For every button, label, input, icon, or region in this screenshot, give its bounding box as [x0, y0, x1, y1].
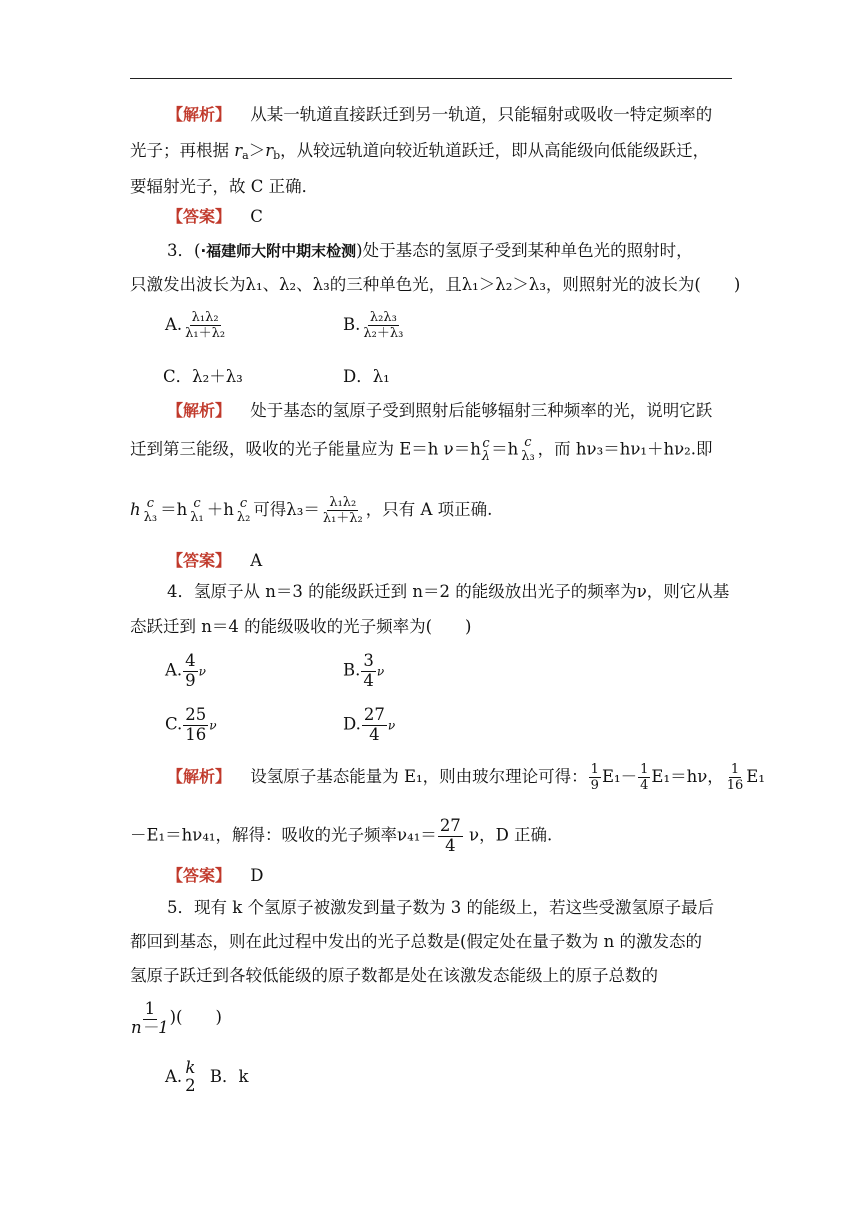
q3-option-a: A. $\frac{\text{λ₁λ₂}}{\text{λ₁＋λ₂}}$ [165, 310, 226, 341]
p2-analysis-line2: 光子；再根据 $r_a>r_b$，从较远轨道向较近轨道跃迁，即从高能级向低能级跃迁， [130, 141, 710, 162]
analysis-tag: 【解析】 [167, 105, 232, 124]
q5-stem-line1: 5．现有 k 个氢原子被激发到量子数为 3 的能级上，若这些受激氢原子最后 [167, 898, 714, 917]
q3-analysis-line3: h c λ₃ ＝h c λ₁ ＋h c λ₂ 可得λ₃＝ $\frac{\text{λ₁λ₂}}{\text{λ₁＋λ₂}}$ ，只有 A 项正确. [130, 495, 493, 526]
q3-stem-line1: 3．(·福建师大附中期末检测)处于基态的氢原子受到某种单色光的照射时， [167, 241, 693, 260]
q5-stem-line4: $\frac{1}{n-1}$ )( ) [131, 999, 222, 1037]
q4-option-b: B. $\frac{3}{4}$ ν [343, 651, 385, 690]
q5-stem-line2: 都回到基态，则在此过程中发出的光子总数是(假定处在量子数为 n 的激发态的 [130, 932, 703, 951]
q3-analysis-line1: 【解析】 处于基态的氢原子受到照射后能够辐射三种频率的光，说明它跃 [167, 401, 713, 420]
q3-option-d: D．λ₁ [343, 367, 390, 386]
q4-answer: 【答案】 D [167, 866, 264, 885]
q4-option-c: C. $\frac{25}{16}$ ν [165, 705, 217, 744]
q3-option-b: B. $\frac{\text{λ₂λ₃}}{\text{λ₂＋λ₃}}$ [343, 310, 404, 341]
p2-analysis-line1: 【解析】 从某一轨道直接跃迁到另一轨道，只能辐射或吸收一特定频率的 [167, 105, 713, 124]
q3-analysis-line2: 迁到第三能级，吸收的光子能量应为 E＝h ν＝h c λ ＝h c λ₃ ，而 hν₃＝hν₁＋hν₂.即 [130, 435, 713, 464]
q4-analysis-line2: －E₁＝hν₄₁，解得：吸收的光子频率ν₄₁＝ $\frac{27}{4}$ ν，D 正确. [130, 816, 553, 855]
q3-stem-line2: 只激发出波长为λ₁、λ₂、λ₃的三种单色光，且λ₁＞λ₂＞λ₃，则照射光的波长为( ) [130, 275, 741, 294]
q3-option-c: C．λ₂＋λ₃ [163, 367, 243, 386]
q5-options: A. k 2 B．k [165, 1058, 249, 1095]
p2-analysis-line3: 要辐射光子，故 C 正确． [130, 177, 319, 196]
p2-answer: 【答案】 C [167, 207, 263, 226]
header-rule [130, 78, 732, 79]
q5-stem-line3: 氢原子跃迁到各较低能级的原子数都是处在该激发态能级上的原子总数的 [130, 966, 658, 985]
q4-option-d: D. $\frac{27}{4}$ ν [343, 705, 396, 744]
q4-option-a: A. $\frac{4}{9}$ ν [165, 651, 206, 690]
q4-stem-line2: 态跃迁到 n＝4 的能级吸收的光子频率为( ) [130, 617, 472, 636]
q4-analysis-line1: 【解析】 设氢原子基态能量为 E₁，则由玻尔理论可得： $\frac{1}{9}$ E₁－ $\frac{1}{4}$ E₁＝hν， $\frac{1}{16}$ E₁ [167, 762, 765, 793]
q4-stem-line1: 4．氢原子从 n＝3 的能级跃迁到 n＝2 的能级放出光子的频率为ν，则它从基 [167, 582, 730, 601]
q3-answer: 【答案】 A [167, 551, 263, 570]
answer-tag: 【答案】 [167, 207, 232, 226]
